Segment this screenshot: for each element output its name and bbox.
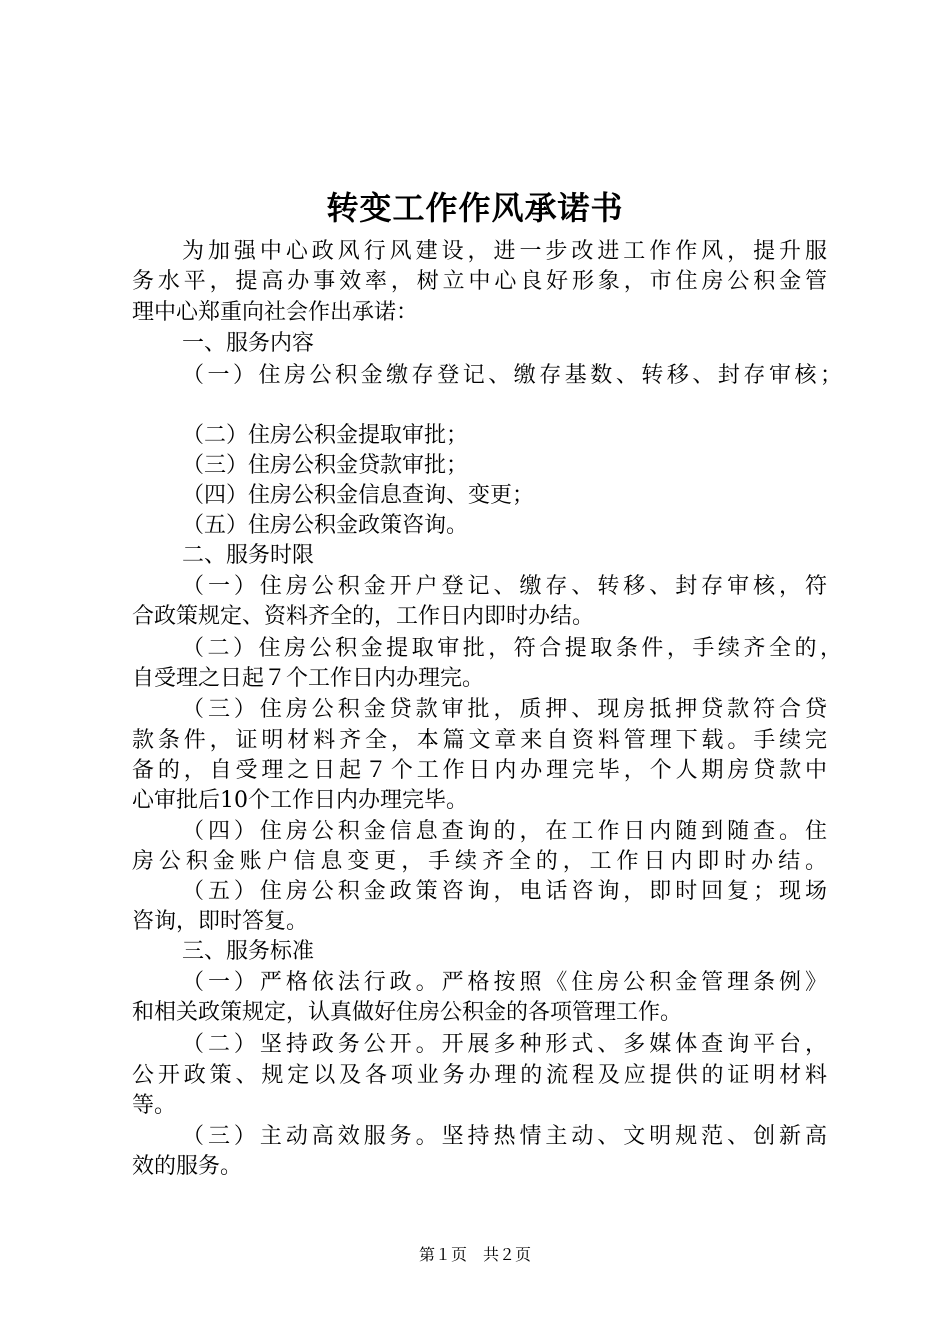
paragraph-line: （二）坚持政务公开。开展多种形式、多媒体查询平台， xyxy=(182,1032,827,1057)
paragraph-line: 等。 xyxy=(132,1093,177,1118)
paragraph-line: 咨询，即时答复。 xyxy=(132,909,309,934)
paragraph-line: （五）住房公积金政策咨询，电话咨询，即时回复；现场 xyxy=(182,879,827,904)
paragraph-line: 公开政策、规定以及各项业务办理的流程及应提供的证明材料 xyxy=(132,1063,827,1088)
list-item: （四）住房公积金信息查询、变更； xyxy=(182,483,535,508)
list-item: （三）住房公积金贷款审批； xyxy=(182,453,469,478)
paragraph-line: （一）住房公积金开户登记、缴存、转移、封存审核，符 xyxy=(182,574,827,599)
list-item: （五）住房公积金政策咨询。 xyxy=(182,513,469,538)
paragraph-line: 为加强中心政风行风建设，进一步改进工作作风，提升服 xyxy=(182,239,827,264)
page-footer: 第１页 共２页 xyxy=(418,1245,531,1264)
paragraph-line: 效的服务。 xyxy=(132,1154,243,1179)
paragraph-line: 理中心郑重向社会作出承诺： xyxy=(132,300,419,325)
list-item: （一）住房公积金缴存登记、缴存基数、转移、封存审核； xyxy=(182,363,842,388)
paragraph-line: 款条件，证明材料齐全，本篇文章来自资料管理下载。手续完 xyxy=(132,728,827,753)
paragraph-line: （二）住房公积金提取审批，符合提取条件，手续齐全的， xyxy=(182,636,842,661)
section-heading: 三、服务标准 xyxy=(182,939,315,964)
paragraph-line: 和相关政策规定，认真做好住房公积金的各项管理工作。 xyxy=(132,1000,683,1025)
list-item: （二）住房公积金提取审批； xyxy=(182,423,469,448)
section-heading: 二、服务时限 xyxy=(182,543,315,568)
paragraph-line: （三）主动高效服务。坚持热情主动、文明规范、创新高 xyxy=(182,1124,827,1149)
paragraph-line: （一）严格依法行政。严格按照《住房公积金管理条例》 xyxy=(182,970,827,995)
paragraph-line: 心审批后10个工作日内办理完毕。 xyxy=(132,788,468,813)
document-title: 转变工作作风承诺书 xyxy=(326,189,624,227)
paragraph-line: 房公积金账户信息变更，手续齐全的，工作日内即时办结。 xyxy=(132,849,827,874)
section-heading: 一、服务内容 xyxy=(182,331,315,356)
paragraph-line: 自受理之日起７个工作日内办理完。 xyxy=(132,666,485,691)
paragraph-line: 合政策规定、资料齐全的，工作日内即时办结。 xyxy=(132,604,595,629)
paragraph-line: 务水平，提高办事效率，树立中心良好形象，市住房公积金管 xyxy=(132,269,827,294)
paragraph-line: 备的，自受理之日起７个工作日内办理完毕，个人期房贷款中 xyxy=(132,758,827,783)
paragraph-line: （三）住房公积金贷款审批，质押、现房抵押贷款符合贷 xyxy=(182,697,827,722)
paragraph-line: （四）住房公积金信息查询的，在工作日内随到随查。住 xyxy=(182,819,827,844)
